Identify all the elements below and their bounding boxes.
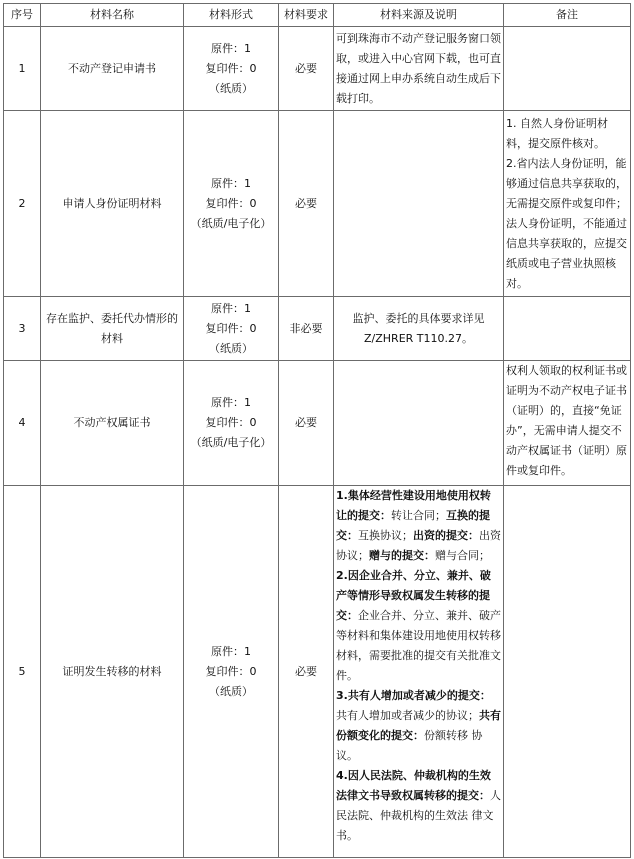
form-original: 原件：1 — [211, 41, 251, 55]
source-text: 转让合同； — [391, 509, 446, 522]
header-name: 材料名称 — [41, 4, 184, 27]
row-no: 3 — [4, 297, 41, 361]
material-source: 监护、委托的具体要求详见Z/ZHRER T110.27。 — [334, 297, 504, 361]
material-source — [334, 486, 504, 858]
form-original: 原件：1 — [211, 396, 251, 409]
header-form: 材料形式 — [184, 4, 279, 27]
source-bold: 赠与的提交： — [369, 549, 435, 562]
source-paragraph — [336, 686, 501, 766]
materials-table — [3, 3, 631, 858]
material-name: 不动产权属证书 — [41, 361, 184, 486]
header-source: 材料来源及说明 — [334, 4, 504, 27]
material-remark — [504, 486, 631, 858]
form-copy: 复印件：0 — [205, 664, 257, 678]
form-copy: 复印件：0 — [205, 321, 257, 335]
table-row — [4, 111, 631, 297]
source-bold: 2.因企业合并、分立、兼并、破产等情形导致权属发生转移的提交： — [336, 569, 491, 622]
form-original: 原件：1 — [211, 301, 251, 315]
header-requirement: 材料要求 — [279, 4, 334, 27]
material-source — [334, 361, 504, 486]
material-remark — [504, 297, 631, 361]
form-medium: （纸质） — [209, 341, 253, 355]
material-requirement: 必要 — [279, 486, 334, 858]
source-paragraph — [336, 766, 501, 846]
material-source: 可到珠海市不动产登记服务窗口领取，或进入中心官网下载，也可直接通过网上申办系统自动生成后下载打印。 — [334, 27, 504, 111]
row-no: 2 — [4, 111, 41, 297]
material-form — [184, 361, 279, 486]
material-requirement: 必要 — [279, 27, 334, 111]
material-requirement: 非必要 — [279, 297, 334, 361]
source-bold: 互换的提交： — [336, 509, 490, 542]
material-form — [184, 27, 279, 111]
source-text: 互换协议； — [358, 529, 413, 542]
material-form — [184, 486, 279, 858]
form-copy: 复印件：0 — [205, 61, 257, 75]
source-text: 份额转移 协议。 — [336, 729, 483, 762]
form-original: 原件：1 — [211, 176, 251, 190]
header-remark: 备注 — [504, 4, 631, 27]
source-bold: 3.共有人增加或者减少的提交： — [336, 689, 491, 702]
material-form — [184, 111, 279, 297]
form-medium: （纸质/电子化） — [190, 436, 272, 449]
material-source — [334, 111, 504, 297]
material-remark — [504, 27, 631, 111]
material-remark — [504, 111, 631, 297]
form-copy: 复印件：0 — [205, 416, 257, 429]
row-no: 1 — [4, 27, 41, 111]
table-row — [4, 27, 631, 111]
source-paragraph — [336, 486, 501, 566]
table-row — [4, 297, 631, 361]
material-form — [184, 297, 279, 361]
table-row — [4, 486, 631, 858]
form-original: 原件：1 — [211, 644, 251, 658]
row-no: 4 — [4, 361, 41, 486]
source-text: 共有人增加或者减少的协议； — [336, 709, 479, 722]
material-name: 不动产登记申请书 — [41, 27, 184, 111]
form-medium: （纸质） — [209, 684, 253, 698]
remark-item: 1. 自然人身份证明材料，提交原件核对。 — [506, 116, 608, 150]
source-text: 人民法院、仲裁机构的生效法 律文书。 — [336, 789, 501, 842]
source-bold: 1.集体经营性建设用地使用权转让的提交： — [336, 489, 491, 522]
material-remark: 权利人领取的权利证书或证明为不动产权电子证书（证明）的，直接“免证办”，无需申请人提交不动产权属证书（证明）原件或复印件。 — [504, 361, 631, 486]
material-name: 申请人身份证明材料 — [41, 111, 184, 297]
source-bold: 4.因人民法院、仲裁机构的生效法律文书导致权属转移的提交： — [336, 769, 491, 802]
remark-item: 2.省内法人身份证明，能够通过信息共享获取的，无需提交原件或复印件；法人身份证明，不能通过信息共享获取的，应提交纸质或电子营业执照核对。 — [506, 156, 627, 290]
material-requirement: 必要 — [279, 361, 334, 486]
header-no: 序号 — [4, 4, 41, 27]
material-name: 存在监护、委托代办情形的材料 — [41, 297, 184, 361]
form-medium: （纸质/电子化） — [190, 216, 272, 230]
table-row — [4, 361, 631, 486]
form-medium: （纸质） — [209, 81, 253, 95]
material-name: 证明发生转移的材料 — [41, 486, 184, 858]
form-copy: 复印件：0 — [205, 196, 257, 210]
source-text: 赠与合同； — [435, 549, 490, 562]
source-text: 出资协议； — [336, 529, 501, 562]
source-text: 企业合并、分立、兼并、破产等材料和集体建设用地使用权转移材料，需要批准的提交有关批准文件。 — [336, 609, 501, 682]
source-paragraph — [336, 566, 501, 686]
source-bold: 共有份额变化的提交： — [336, 709, 501, 742]
source-bold: 出资的提交： — [413, 529, 479, 542]
row-no: 5 — [4, 486, 41, 858]
header-row — [4, 4, 631, 27]
material-requirement: 必要 — [279, 111, 334, 297]
